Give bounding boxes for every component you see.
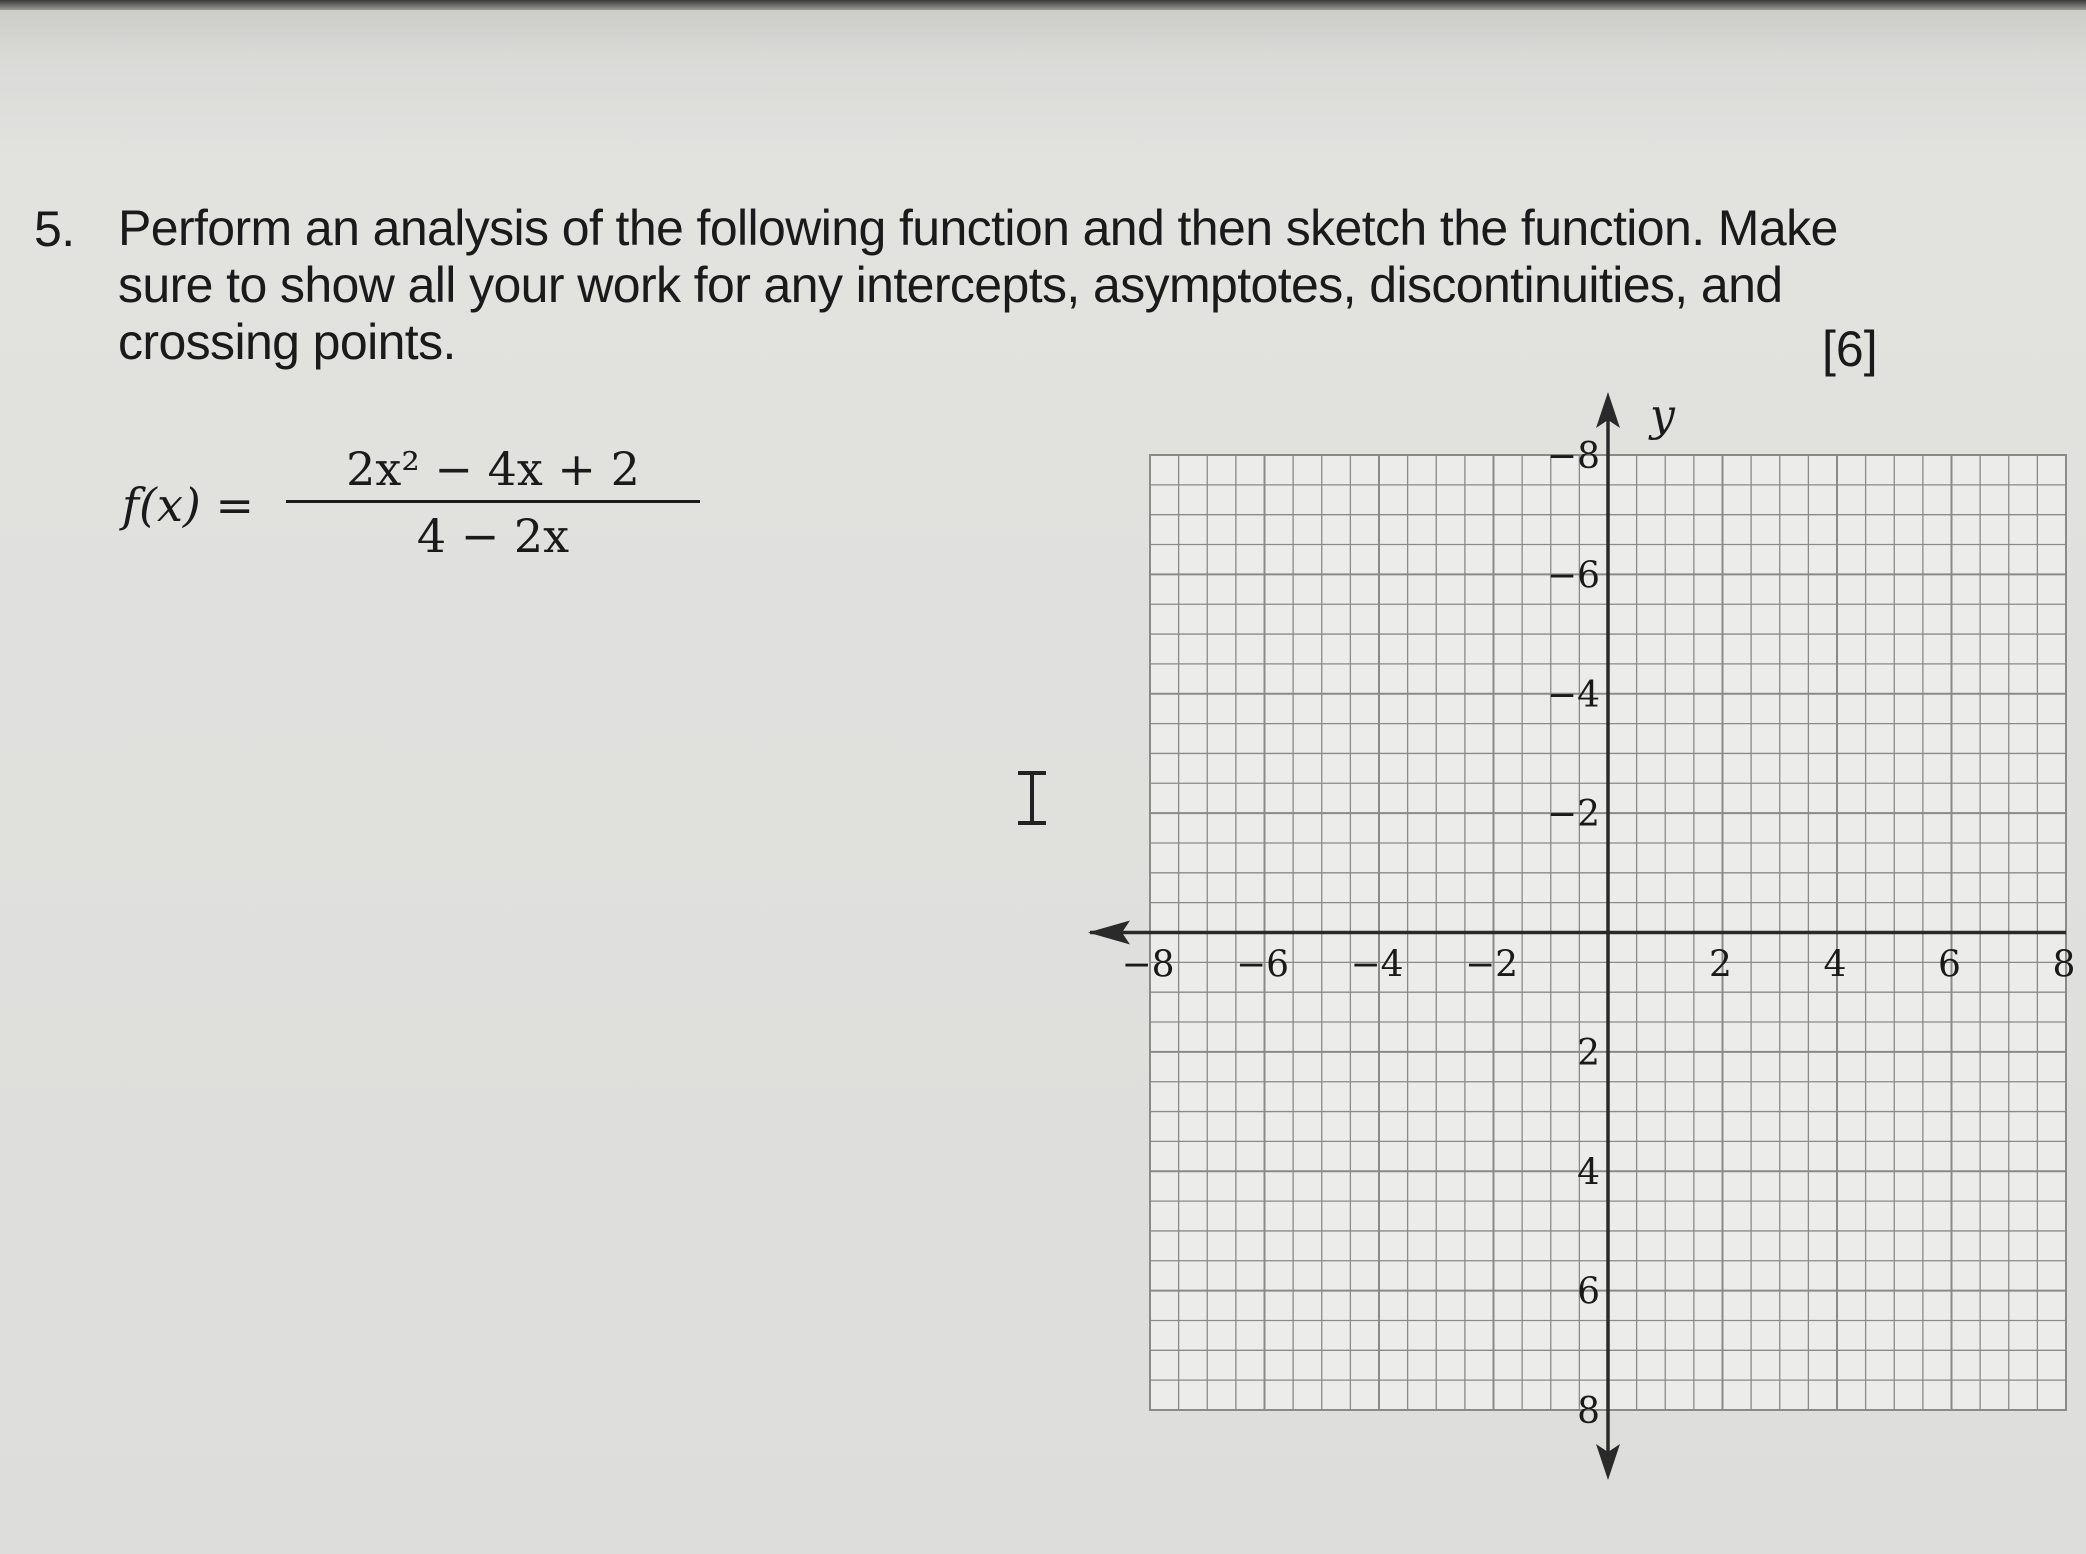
y-axis-label: y [1650, 390, 1675, 441]
y-tick-label: −4 [1546, 674, 1600, 716]
function-name: f(x) = [122, 478, 255, 532]
x-tick-label: 8 [2052, 944, 2076, 986]
marks-badge: [6] [1822, 321, 1878, 377]
x-tick-label: −4 [1350, 944, 1404, 986]
x-tick-label: 6 [1938, 944, 1961, 986]
y-tick-label: −6 [1546, 555, 1600, 597]
y-tick-label: 8 [1577, 1391, 1600, 1432]
y-tick-label: 6 [1577, 1271, 1600, 1313]
x-tick-label: 4 [1823, 944, 1847, 986]
denominator: 4 − 2x [416, 509, 570, 563]
y-tick-label: −2 [1546, 794, 1600, 836]
y-tick-label: 2 [1577, 1032, 1600, 1074]
question-number: 5. [34, 201, 75, 257]
x-tick-label: 2 [1709, 944, 1732, 986]
fraction [286, 442, 700, 563]
i-beam-cursor-icon [1012, 770, 1052, 826]
numerator: 2x² − 4x + 2 [346, 442, 640, 496]
screen-top-edge [0, 0, 2086, 10]
x-tick-label: −8 [1121, 944, 1175, 986]
x-tick-label: −2 [1464, 944, 1519, 986]
x-tick-label: −6 [1235, 944, 1290, 986]
y-tick-label: 4 [1577, 1152, 1600, 1194]
coordinate-grid[interactable] [1060, 380, 2080, 1500]
fraction-bar [286, 500, 700, 503]
y-tick-label: −8 [1546, 436, 1600, 477]
question-prompt: Perform an analysis of the following function and then sketch the function. Make sure to show all your work for any intercepts, asymptotes, discontinuities, and crossing points. [118, 200, 1838, 370]
